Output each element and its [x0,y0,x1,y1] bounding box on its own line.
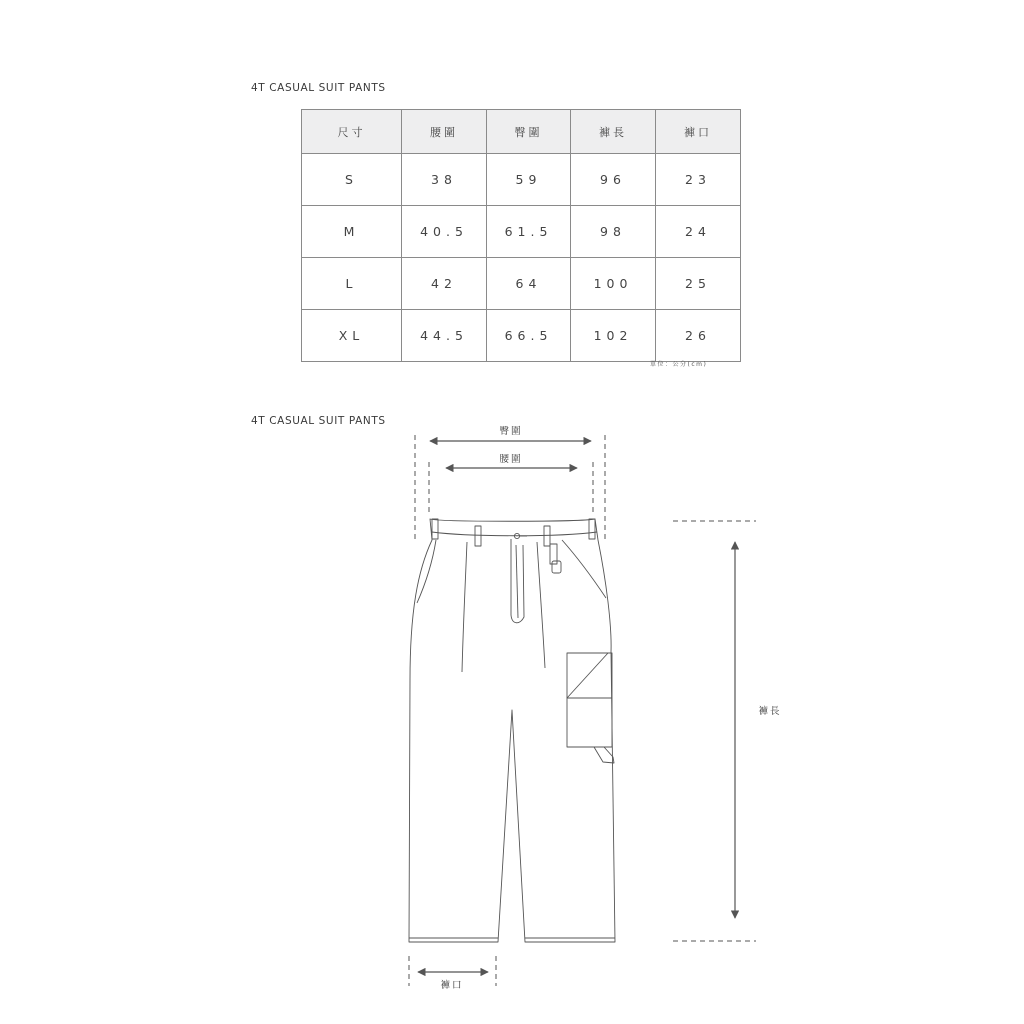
waist-label: 腰圍 [499,454,523,465]
header-waist: 腰圍 [402,110,487,154]
table-cell: 64 [487,258,571,310]
length-label: 褲長 [758,706,782,717]
header-size: 尺寸 [302,110,402,154]
table-cell: 24 [656,206,741,258]
table-cell: XL [302,310,402,362]
table-cell: 44.5 [402,310,487,362]
size-chart-title: 4T CASUAL SUIT PANTS [251,82,386,94]
header-hip: 臀圍 [487,110,571,154]
table-cell: 40.5 [402,206,487,258]
table-cell: 59 [487,154,571,206]
table-cell: M [302,206,402,258]
table-cell: S [302,154,402,206]
table-cell: 100 [571,258,656,310]
table-cell: 23 [656,154,741,206]
table-cell: 102 [571,310,656,362]
table-cell: 38 [402,154,487,206]
hip-label: 臀圍 [499,426,523,437]
pants-illustration [409,519,615,942]
waist-measure [429,454,593,512]
hem-label: 褲口 [440,980,464,991]
table-cell: 42 [402,258,487,310]
table-cell: L [302,258,402,310]
table-cell: 96 [571,154,656,206]
table-cell: 61.5 [487,206,571,258]
table-cell: 26 [656,310,741,362]
hem-measure [409,956,496,991]
diagram-title: 4T CASUAL SUIT PANTS [251,415,386,427]
hip-measure [415,426,605,540]
header-hem: 褲口 [656,110,741,154]
table-cell: 25 [656,258,741,310]
header-length: 褲長 [571,110,656,154]
table-cell: 66.5 [487,310,571,362]
table-cell: 98 [571,206,656,258]
unit-note: 單位：公分(cm) [650,361,708,368]
length-measure [673,521,782,941]
